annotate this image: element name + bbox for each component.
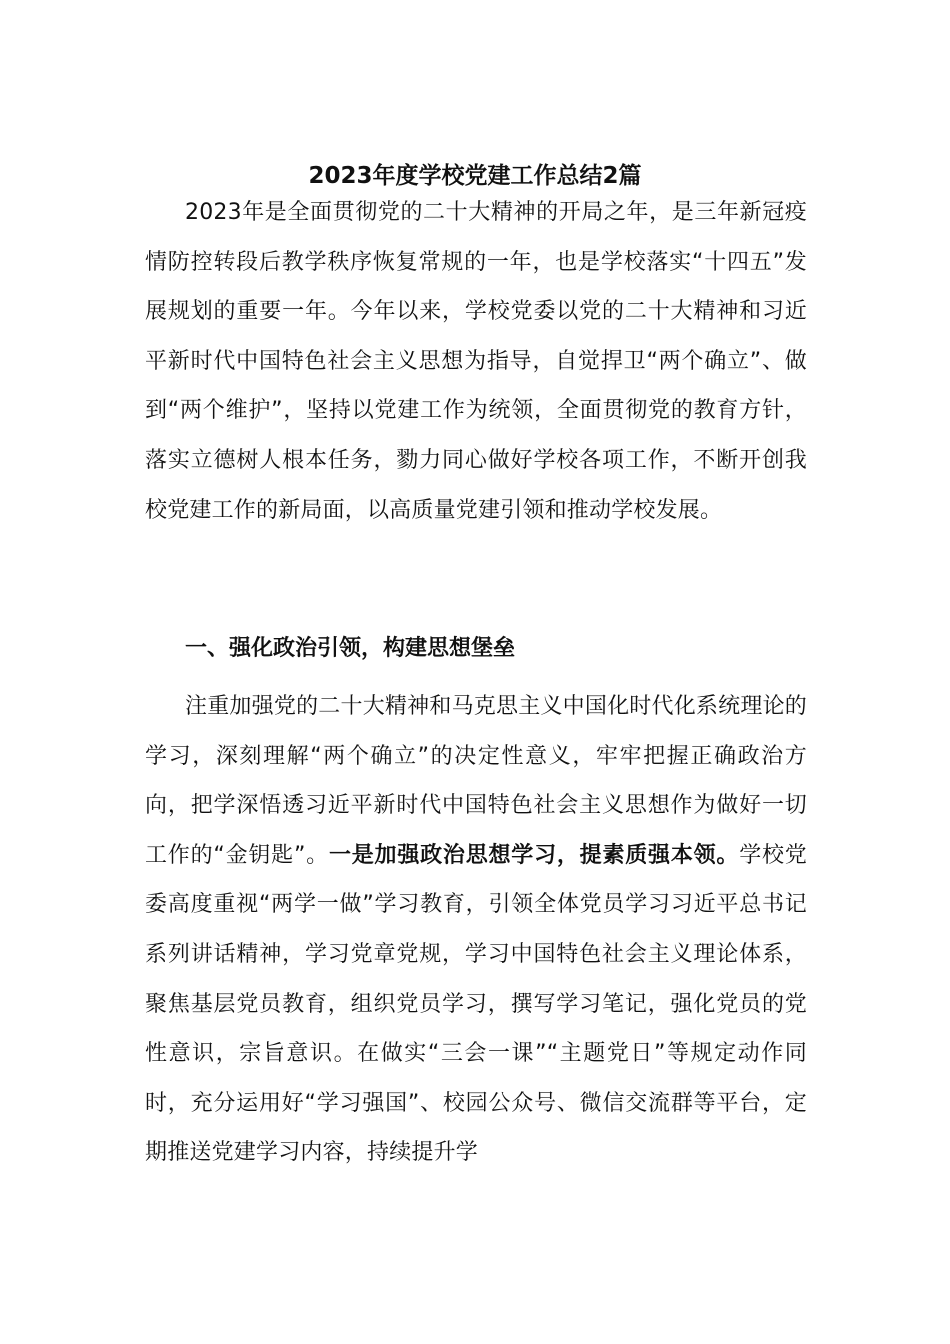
section-1-text-part-1: 注重加强党的二十大精神和马克思主义中国化时代化系统理论的学习，深刻理解“两个确立”的决定性意义，牢牢把握正确政治方向，把学深悟透习近平新时代中国特色社会主义思想作为做好一切工作的“金钥匙”。: [145, 694, 807, 868]
section-1-bold-lead: 一是加强政治思想学习，提素质强本领。: [328, 842, 740, 868]
document-title: 2023年度学校党建工作总结2篇: [308, 163, 642, 189]
section-1-paragraph: [145, 682, 807, 1178]
section-1-text-part-2: 学校党委高度重视“两学一做”学习教育，引领全体党员学习习近平总书记系列讲话精神，学习党章党规，学习中国特色社会主义理论体系，聚焦基层党员教育，组织党员学习，撰写学习笔记，强化党员的党性意识，宗旨意识。在做实“三会一课”“主题党日”等规定动作同时，充分运用好“学习强国”、校园公众号、微信交流群等平台，定期推送党建学习内容，持续提升学: [145, 842, 807, 1166]
intro-paragraph: 2023年是全面贯彻党的二十大精神的开局之年，是三年新冠疫情防控转段后教学秩序恢复常规的一年，也是学校落实“十四五”发展规划的重要一年。今年以来，学校党委以党的二十大精神和习近平新时代中国特色社会主义思想为指导，自觉捍卫“两个确立”、做到“两个维护”，坚持以党建工作为统领，全面贯彻党的教育方针，落实立德树人根本任务，勠力同心做好学校各项工作，不断开创我校党建工作的新局面，以高质量党建引领和推动学校发展。: [145, 200, 807, 523]
section-1-heading: 一、强化政治引领，构建思想堡垒: [185, 636, 516, 661]
